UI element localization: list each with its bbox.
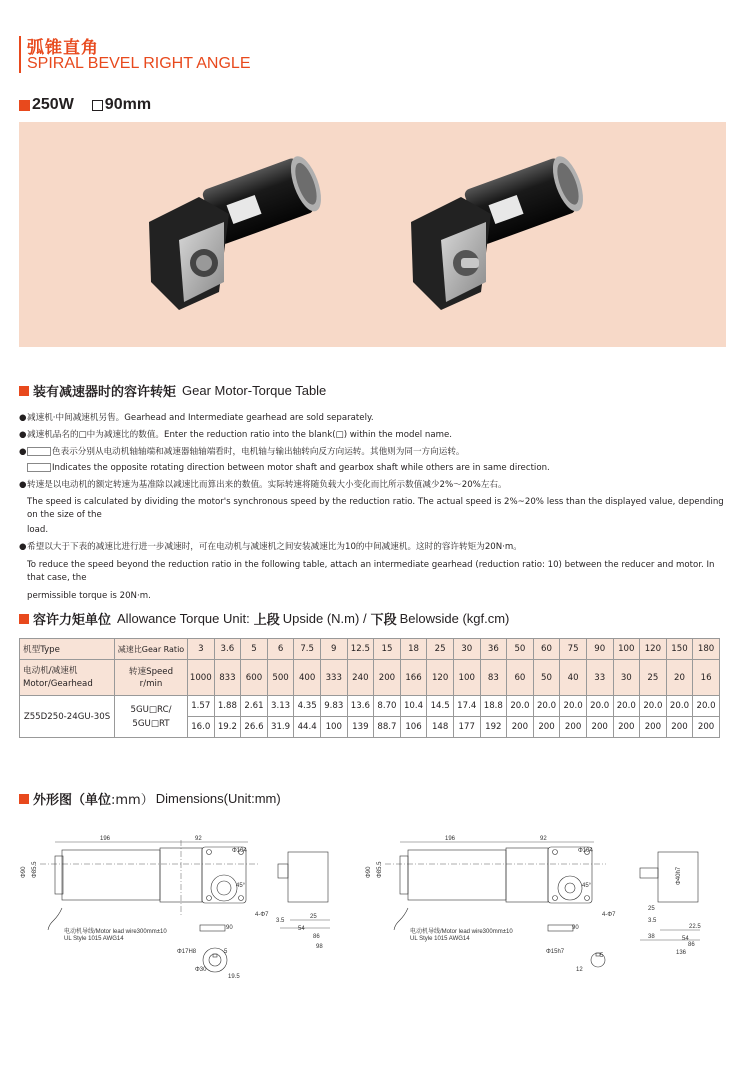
section-title-en: Gear Motor-Torque Table (182, 383, 327, 398)
torque-kgf-cell: 26.6 (241, 717, 268, 738)
ratio-cell: 50 (507, 639, 534, 660)
dim-90-left: 90 (226, 925, 233, 931)
torque-nm-cell: 20.0 (507, 696, 534, 717)
speed-cell: 833 (214, 660, 241, 696)
dim-12-right: 12 (576, 967, 583, 973)
dim-92-right: 92 (540, 836, 547, 842)
speed-cell: 60 (507, 660, 534, 696)
torque-kgf-cell: 177 (453, 717, 480, 738)
note-item: load. (27, 525, 49, 535)
dim-phi7-right: 4-Φ7 (602, 912, 616, 918)
torque-kgf-cell: 200 (613, 717, 640, 738)
dim-phi7-left: 4-Φ7 (255, 912, 269, 918)
note-item: ● 色表示分别从电动机轴轴端和减速器轴轴端看时，电机轴与输出轴转向反方向运转。其他则为同一方向运转。 (19, 447, 465, 457)
section-allowance-heading: 容许力矩单位 Allowance Torque Unit: 上段 Upside (N.m) / 下段 Belowside (kgf.cm) (19, 609, 509, 628)
ul-style-right: UL Style 1015 AWG14 (410, 936, 470, 942)
ratio-cell: 75 (560, 639, 587, 660)
torque-nm-cell: 20.0 (533, 696, 560, 717)
header-gear-ratio: 减速比Gear Ratio (115, 639, 188, 660)
dim-196-left: 196 (100, 836, 111, 842)
dim-92-left: 92 (195, 836, 202, 842)
dim-54-left: 54 (298, 926, 305, 932)
speed-cell: 1000 (188, 660, 215, 696)
dim-38-right: 38 (648, 934, 655, 940)
note-item: Indicates the opposite rotating direction between motor shaft and gearbox shaft while others are in same direction. (19, 462, 729, 475)
torque-nm-cell: 1.57 (188, 696, 215, 717)
torque-kgf-cell: 148 (427, 717, 454, 738)
table-row (20, 639, 720, 660)
dim-86-left: 86 (313, 934, 320, 940)
spec-row (19, 96, 151, 114)
speed-cell: 500 (267, 660, 294, 696)
front-view-left (278, 852, 330, 928)
ratio-cell: 9 (320, 639, 347, 660)
dim-45-right: 45° (582, 883, 592, 889)
torque-kgf-cell: 31.9 (267, 717, 294, 738)
torque-kgf-cell: 200 (560, 717, 587, 738)
torque-kgf-cell: 44.4 (294, 717, 321, 738)
speed-cell: 200 (374, 660, 401, 696)
torque-nm-cell: 10.4 (400, 696, 427, 717)
ratio-cell: 90 (586, 639, 613, 660)
torque-kgf-cell: 192 (480, 717, 507, 738)
torque-table (19, 638, 720, 738)
torque-nm-cell: 17.4 (453, 696, 480, 717)
lead-wire-right: 电动机导线/Motor lead wire300mm±10 (410, 929, 513, 935)
torque-nm-cell: 3.13 (267, 696, 294, 717)
torque-nm-cell: 4.35 (294, 696, 321, 717)
ul-style-left: UL Style 1015 AWG14 (64, 936, 124, 942)
ratio-cell: 5 (241, 639, 268, 660)
speed-cell: 30 (613, 660, 640, 696)
dim-90-right: 90 (572, 925, 579, 931)
orange-square-icon (19, 614, 29, 624)
torque-nm-cell: 20.0 (560, 696, 587, 717)
speed-cell: 50 (533, 660, 560, 696)
dim-phi85-right: Φ85.5 (377, 861, 383, 878)
dim-136-right: 136 (676, 950, 687, 956)
torque-nm-cell: 20.0 (640, 696, 667, 717)
dim-phi104-right: Φ104 (578, 848, 593, 854)
section-torque-table-heading (19, 381, 326, 400)
torque-kgf-cell: 139 (347, 717, 374, 738)
header-speed: 转速Speed r/min (115, 660, 188, 696)
dim-86-right: 86 (688, 942, 695, 948)
speed-cell: 16 (693, 660, 720, 696)
dim-phi30-left: Φ30 (195, 967, 207, 973)
torque-nm-cell: 8.70 (374, 696, 401, 717)
orange-square-icon (19, 386, 29, 396)
power-rating: 250W (32, 96, 74, 113)
speed-cell: 100 (453, 660, 480, 696)
torque-kgf-cell: 106 (400, 717, 427, 738)
torque-nm-cell: 20.0 (666, 696, 693, 717)
page-title-en: SPIRAL BEVEL RIGHT ANGLE (27, 55, 251, 72)
note-item: ●减速机品名的□中为减速比的数值。Enter the reduction ratio into the blank(□) within the model name. (19, 430, 453, 440)
torque-nm-cell: 2.61 (241, 696, 268, 717)
note-item: The speed is calculated by dividing the motor's synchronous speed by the reduction ratio. The actual speed is 2%~20% less than the displayed value, depending on the size of the (27, 497, 724, 520)
dim-phi17-left: Φ17H8 (177, 949, 197, 955)
dim-196-right: 196 (445, 836, 456, 842)
ratio-cell: 120 (640, 639, 667, 660)
frame-size: 90mm (104, 96, 152, 113)
torque-kgf-cell: 200 (507, 717, 534, 738)
dim-5-right: 5 (600, 953, 604, 959)
dim-35-left: 3.5 (276, 918, 285, 924)
ratio-cell: 25 (427, 639, 454, 660)
orange-square-icon (19, 794, 29, 804)
speed-cell: 33 (586, 660, 613, 696)
gear-motor-illustration (19, 122, 726, 347)
header-model-type: 机型Type (20, 639, 115, 660)
speed-cell: 166 (400, 660, 427, 696)
header-accent-bar (19, 36, 21, 73)
product-photo (19, 122, 726, 347)
dim-54-right: 54 (682, 936, 689, 942)
note-item: ●减速机·中间减速机另售。Gearhead and Intermediate gearhead are sold separately. (19, 413, 374, 423)
speed-cell: 40 (560, 660, 587, 696)
torque-nm-cell: 14.5 (427, 696, 454, 717)
torque-nm-cell: 9.83 (320, 696, 347, 717)
torque-nm-cell: 1.88 (214, 696, 241, 717)
orange-square-icon (19, 100, 30, 111)
dim-phi15-right: Φ15h7 (546, 949, 565, 955)
dimension-drawings (0, 830, 750, 990)
torque-kgf-cell: 200 (666, 717, 693, 738)
ratio-cell: 30 (453, 639, 480, 660)
dim-phi90-right: Φ90 (366, 866, 372, 878)
lead-wire-left: 电动机导线/Motor lead wire300mm±10 (64, 929, 167, 935)
ratio-cell: 15 (374, 639, 401, 660)
torque-kgf-cell: 200 (533, 717, 560, 738)
ratio-cell: 36 (480, 639, 507, 660)
dim-phi104-left: Φ104 (232, 848, 247, 854)
speed-cell: 120 (427, 660, 454, 696)
speed-cell: 400 (294, 660, 321, 696)
ratio-cell: 3 (188, 639, 215, 660)
dim-phi90-left: Φ90 (21, 866, 27, 878)
ratio-cell: 6 (267, 639, 294, 660)
torque-nm-cell: 20.0 (613, 696, 640, 717)
gear-motor-right (411, 152, 589, 310)
dim-98-left: 98 (316, 944, 323, 950)
square-frame-icon (92, 100, 103, 111)
gearhead-cell: 5GU□RC/ 5GU□RT (115, 696, 188, 738)
torque-kgf-cell: 88.7 (374, 717, 401, 738)
torque-kgf-cell: 200 (640, 717, 667, 738)
notes-list (19, 412, 729, 603)
ratio-cell: 3.6 (214, 639, 241, 660)
side-view-left (40, 840, 260, 931)
dim-phi40-right: Φ40h7 (676, 866, 682, 885)
color-swatch-icon (27, 447, 51, 456)
ratio-cell: 100 (613, 639, 640, 660)
speed-cell: 333 (320, 660, 347, 696)
speed-cell: 20 (666, 660, 693, 696)
note-item: permissible torque is 20N·m. (27, 591, 151, 601)
side-view-right (385, 842, 606, 931)
torque-kgf-cell: 200 (693, 717, 720, 738)
note-item: To reduce the speed beyond the reduction ratio in the following table, attach an intermediate gearhead (reduction ratio: 10) between the reducer and motor. In that case, the (27, 560, 715, 583)
color-swatch-icon (27, 463, 51, 472)
torque-kgf-cell: 200 (586, 717, 613, 738)
torque-nm-cell: 13.6 (347, 696, 374, 717)
header-motor-gearhead: 电动机/减速机 Motor/Gearhead (20, 660, 115, 696)
dim-25-right: 25 (648, 906, 655, 912)
table-row (20, 696, 720, 717)
speed-cell: 25 (640, 660, 667, 696)
speed-cell: 240 (347, 660, 374, 696)
ratio-cell: 18 (400, 639, 427, 660)
ratio-cell: 180 (693, 639, 720, 660)
dim-25-left: 25 (310, 914, 317, 920)
torque-nm-cell: 20.0 (586, 696, 613, 717)
dim-5-left: 5 (224, 949, 228, 955)
model-cell: Z55D250-24GU-30S (20, 696, 115, 738)
page-title-cn: 弧锥直角 (27, 38, 99, 58)
table-row (20, 660, 720, 696)
dim-phi85-left: Φ85.5 (32, 861, 38, 878)
ratio-cell: 7.5 (294, 639, 321, 660)
torque-kgf-cell: 100 (320, 717, 347, 738)
torque-nm-cell: 18.8 (480, 696, 507, 717)
dim-35-right: 3.5 (648, 918, 657, 924)
torque-kgf-cell: 16.0 (188, 717, 215, 738)
speed-cell: 600 (241, 660, 268, 696)
ratio-cell: 12.5 (347, 639, 374, 660)
ratio-cell: 150 (666, 639, 693, 660)
torque-nm-cell: 20.0 (693, 696, 720, 717)
note-item: ●希望以大于下表的减速比进行进一步减速时，可在电动机与减速机之间安装减速比为10的中间减速机。这时的容许转矩为20N·m。 (19, 542, 522, 552)
note-item: ●转速是以电动机的额定转速为基准除以减速比而算出来的数值。实际转速将随负载大小变化而比所示数值减少2%～20%左右。 (19, 480, 507, 490)
speed-cell: 83 (480, 660, 507, 696)
dim-195-left: 19.5 (228, 974, 240, 980)
torque-kgf-cell: 19.2 (214, 717, 241, 738)
gear-motor-left (149, 152, 327, 310)
ratio-cell: 60 (533, 639, 560, 660)
dim-225-right: 22.5 (689, 924, 701, 930)
section-title-cn: 装有减速器时的容许转矩 (33, 385, 177, 400)
dim-45-left: 45° (236, 883, 246, 889)
section-dimensions-heading: 外形图（单位 :mm） Dimensions(Unit:mm) (19, 789, 281, 808)
